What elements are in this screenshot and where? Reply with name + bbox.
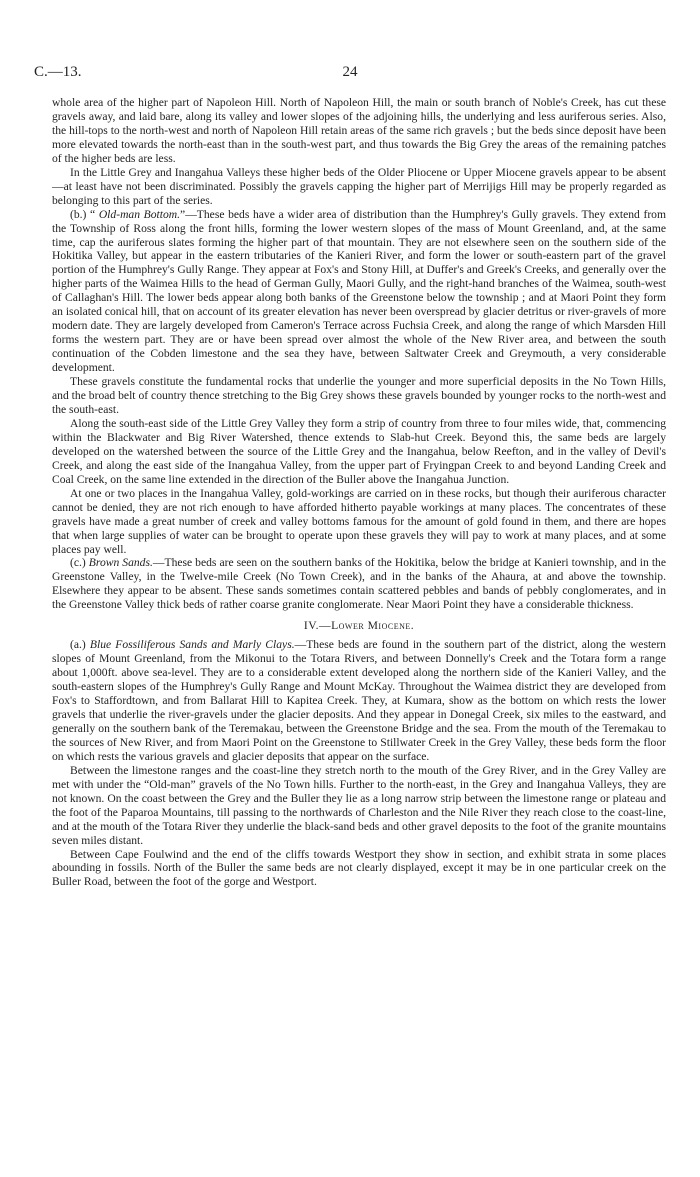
paragraph-brown-sands bbox=[52, 556, 666, 612]
paragraph-text: —These beds are seen on the southern banks of the Hokitika, below the bridge at Kanieri township, and in the Greenstone Valley, in the Twelve-mile Creek (No Town Creek), and in the banks of the Ahaura, at and above the township. Elsewhere they appear to be absent. These sands sometimes contain scattered pebbles and bands of pebbly conglomerates, and in the Greenstone Valley thick beds of rather coarse granite conglomerate. Near Maori Point they have a considerable thickness. bbox=[52, 556, 666, 612]
paragraph-blue-fossiliferous bbox=[52, 638, 666, 764]
subsection-title-old-man-bottom: Old-man Bottom. bbox=[98, 207, 181, 221]
document-body bbox=[52, 96, 666, 889]
subsection-dash: ”— bbox=[180, 207, 197, 221]
subsection-label: (c.) bbox=[70, 556, 89, 570]
subsection-title-brown-sands: Brown Sands. bbox=[88, 556, 153, 570]
document-reference: C.—13. bbox=[34, 64, 82, 80]
paragraph-little-grey-valley: Along the south-east side of the Little Grey Valley they form a strip of country from three to four miles wide, that, commencing within the Blackwater and Big River Watershed, thence extends to Slab-hut Creek. Beyond this, the same beds are largely developed on the watershed between the source of the Little Grey and the Inangahua, below Reefton, and in the valley of Devil's Creek, and along the east side of the Inangahua Valley, from the upper part of Fryingpan Creek to and beyond Landing Creek and Coal Creek, on the same line extended in the direction of the Buller above the Inangahua Junction. bbox=[52, 416, 666, 486]
subsection-label: (b.) “ bbox=[70, 207, 99, 221]
page-number: 24 bbox=[342, 64, 358, 80]
paragraph-napoleon-hill: whole area of the higher part of Napoleon Hill. North of Napoleon Hill, the main or south branch of Noble's Creek, has cut these gravels away, and laid bare, along its valley and lower slopes of the adjoining hills, the underlying and less auriferous series. Also, the hill-tops to the north-west and north of Napoleon Hill retain areas of the same rich gravels ; but the beds since deposit have been more elevated towards the north-east than in the south-west part, and thus towards the Big Grey the areas of the remaining patches of the higher beds are less. bbox=[52, 96, 666, 165]
paragraph-old-man-bottom bbox=[52, 208, 666, 375]
paragraph-limestone-ranges: Between the limestone ranges and the coast-line they stretch north to the mouth of the Grey River, and in the Grey Valley are met with under the “Old-man” gravels of the No Town hills. Further to the north-east, in the Grey and Inangahua Valleys, they are not known. On the coast between the Grey and the Buller they lie as a long narrow strip between the limestone range or plateau and the foot of the Paparoa Mountains, till passing to the northwards of Charleston and the Nile River they reach close to the coast-line, and at the mouth of the Totara River they underlie the black-sand beds and other gravel deposits to the foot of the granite mountains seven miles distant. bbox=[52, 763, 666, 847]
paragraph-text: These beds have a wider area of distribution than the Humphrey's Gully gravels. They extend from the Township of Ross along the front hills, forming the lower western slopes of the mass of Mount Greenland, and, at the same time, cap the auriferous slates forming the higher part of that mountain. They are not elsewhere seen on the southern side of the Hokitika Valley, but appear in the eastern tributaries of the Kanieri River, and form the lower or south-eastern part of the gravel portion of the Humphrey's Gully Range. They appear at Fox's and Stony Hill, at Duffer's and Greek's Creeks, and generally over the higher parts of the Waimea Hills to the head of German Gully, Maori Gully, and the right-hand branches of the Waimea, south-west of Callaghan's Hill. The lower beds appear along both banks of the Greenstone below the township ; and at Maori Point they form an isolated conical hill, that on account of its greater elevation has never been overspread by glacier detritus or river-gravels of more modern date. They are largely developed from Cameron's Terrace across Fuchsia Creek, and along the range of which Marsden Hill forms the western part. They are or have been spread over almost the whole of the New River area, and between the south continuation of the Cobden limestone and the sea they have, between Saltwater Creek and Greymouth, a very considerable development. bbox=[52, 207, 666, 375]
paragraph-gold-workings: At one or two places in the Inangahua Valley, gold-workings are carried on in these rocks, but though their auriferous character cannot be denied, they are not rich enough to have afforded hitherto payable workings at many places. The concentrates of these gravels have made a great number of creek and valley bottoms famous for the amount of gold found in them, and there are hopes that when large supplies of water can be brought to operate upon these gravels they will pay to work at many places, and at some places pay well. bbox=[52, 486, 666, 556]
subsection-label: (a.) bbox=[70, 638, 90, 652]
paragraph-cape-foulwind: Between Cape Foulwind and the end of the cliffs towards Westport they show in section, and exhibit strata in some places abounding in fossils. North of the Buller the same beds are not clearly displayed, except it may be in one particular creek on the Buller Road, between the foot of the gorge and Westport. bbox=[52, 847, 666, 889]
section-numeral: IV.— bbox=[303, 619, 332, 633]
page-header bbox=[34, 64, 666, 84]
section-title: Lower Miocene. bbox=[331, 619, 415, 633]
paragraph-fundamental-rocks: These gravels constitute the fundamental rocks that underlie the younger and more superficial deposits in the No Town Hills, and the broad belt of country thence stretching to the Big Grey shows these gravels bounded by younger rocks to the north-west and the south-east. bbox=[52, 375, 666, 416]
section-heading-lower-miocene bbox=[52, 619, 666, 633]
paragraph-text: —These beds are found in the southern part of the district, along the western slopes of Mount Greenland, from the Mikonui to the Totara Rivers, and between Donnelly's Creek and the Totara form a range about 1,000ft. above sea-level. They are to a considerable extent developed along the northern side of the Kanieri Valley, and the south-eastern slopes of the Humphrey's Gully Range and Mount McKay. Throughout the Waimea district they are developed from Fox's to Staffordtown, and from Ballarat Hill to Kapitea Creek. They, at Kumara, show as the bottom on which rests the lower gravels that underlie the river-gravels under the glacier deposits. And they appear in Donegal Creek, six miles to the eastward, and generally on the southern bank of the Teremakau, between the Greenstone Bridge and the sea. From the mouth of the Teremakau to the sources of New River, and from Maori Point on the Greenstone to Stillwater Creek in the Grey Valley, these beds form the floor on which rests the various gravels and glacier deposits that appear on the surface. bbox=[52, 638, 666, 763]
paragraph-little-grey-inangahua: In the Little Grey and Inangahua Valleys these higher beds of the Older Pliocene or Upper Miocene gravels appear to be absent—at least have not been discriminated. Possibly the gravels capping the higher part of Merrijigs Hill may be properly regarded as belonging to this part of the series. bbox=[52, 165, 666, 207]
subsection-title-blue-fossiliferous: Blue Fossiliferous Sands and Marly Clays. bbox=[89, 638, 295, 652]
